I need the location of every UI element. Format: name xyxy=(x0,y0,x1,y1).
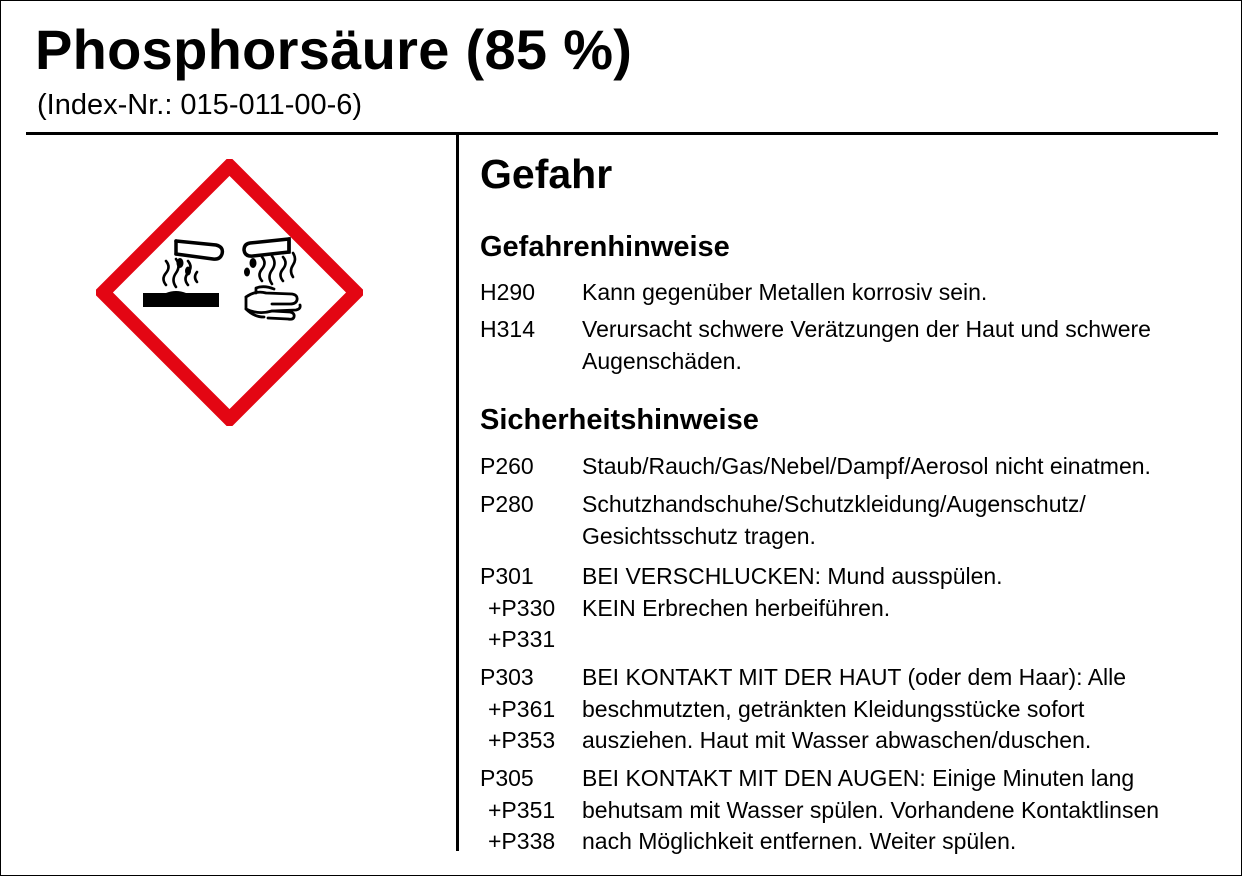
signal-word: Gefahr xyxy=(480,151,613,197)
column-divider xyxy=(456,135,459,851)
statement-text: BEI VERSCHLUCKEN: Mund ausspülen. KEIN Erbrechen herbeiführen. xyxy=(582,563,1003,621)
statement-text: Kann gegenüber Metallen korrosiv sein. xyxy=(582,279,988,305)
statement-text: Staub/Rauch/Gas/Nebel/Dampf/Aerosol nicht einatmen. xyxy=(582,453,1151,479)
hazard-heading: Gefahrenhinweise xyxy=(480,231,730,263)
statement-text: BEI KONTAKT MIT DEN AUGEN: Einige Minuten lang behutsam mit Wasser spülen. Vorhandene Kontaktlinsen nach Möglichkeit entfernen. Weiter spülen. xyxy=(582,765,1160,854)
statement-code: P280 xyxy=(480,491,534,517)
statement-text: Schutzhandschuhe/Schutzkleidung/Augenschutz/ Gesichtsschutz tragen. xyxy=(582,491,1086,549)
statement-code: P305 +P351 +P338 xyxy=(480,765,556,854)
precaution-heading: Sicherheitshinweise xyxy=(480,404,759,436)
statement-code: P301 +P330 +P331 xyxy=(480,563,556,652)
ghs05-corrosion-icon xyxy=(96,159,363,426)
header-divider xyxy=(26,132,1218,135)
statement-code: H290 xyxy=(480,279,535,305)
page-title: Phosphorsäure (85 %) xyxy=(35,18,633,81)
statement-code: H314 xyxy=(480,316,535,342)
statement-code: P260 xyxy=(480,453,534,479)
statement-text: Verursacht schwere Verätzungen der Haut und schwere Augenschäden. xyxy=(582,316,1151,374)
statement-text: BEI KONTAKT MIT DER HAUT (oder dem Haar): Alle beschmutzten, getränkten Kleidungsstücke sofort ausziehen. Haut mit Wasser abwaschen/duschen. xyxy=(582,664,1127,753)
statement-code: P303 +P361 +P353 xyxy=(480,664,556,753)
index-number: (Index-Nr.: 015-011-00-6) xyxy=(37,89,363,121)
